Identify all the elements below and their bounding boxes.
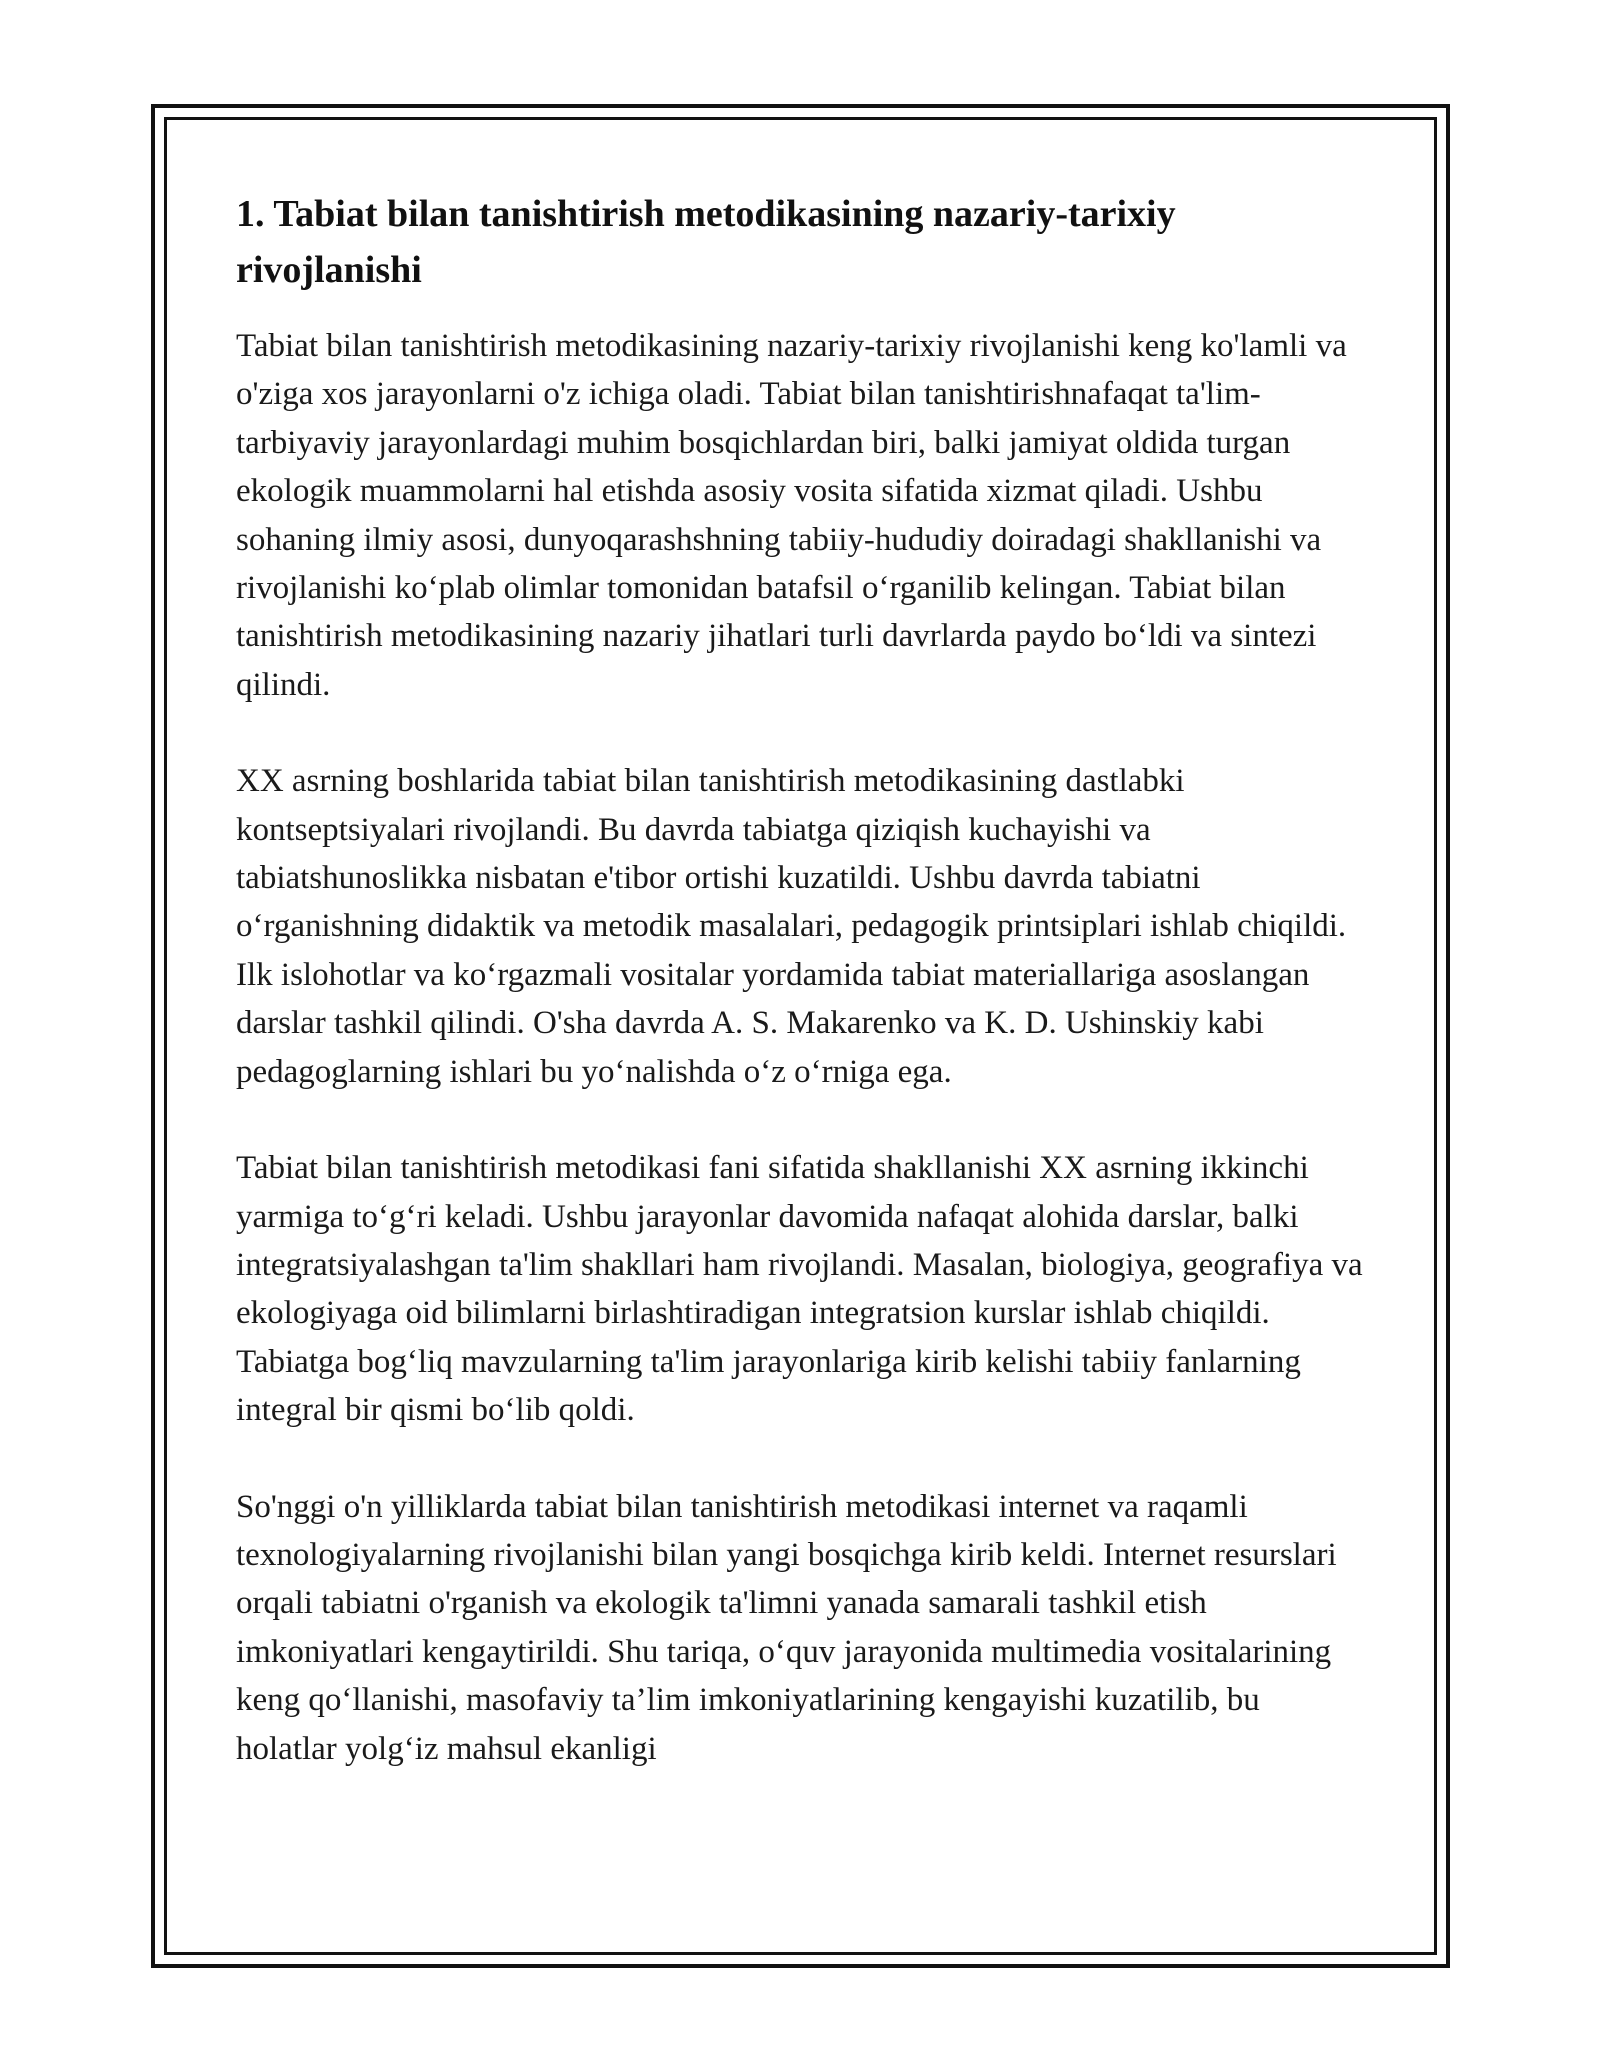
paragraph-3: Tabiat bilan tanishtirish metodikasi fani sifatida shakllanishi XX asrning ikkinchi yarmiga to‘g‘ri keladi. Ushbu jarayonlar davomida nafaqat alohida darslar, balki integratsiyalashgan ta'lim shakllari ham rivojlandi. Masalan, biologiya, geografiya va ekologiyaga oid bilimlarni birlashtiradigan integratsion kurslar ishlab chiqildi. Tabiatga bog‘liq mavzularning ta'lim jarayonlariga kirib kelishi tabiiy fanlarning integral bir qismi bo‘lib qoldi. (236, 1150, 1363, 1429)
section-heading: 1. Tabiat bilan tanishtirish metodikasining nazariy-tarixiy rivojlanishi (236, 193, 1176, 291)
paragraph-2: XX asrning boshlarida tabiat bilan tanishtirish metodikasining dastlabki kontseptsiyalari rivojlandi. Bu davrda tabiatga qiziqish kuchayishi va tabiatshunoslikka nisbatan e'tibor ortishi kuzatildi. Ushbu davrda tabiatni o‘rganishning didaktik va metodik masalalari, pedagogik printsiplari ishlab chiqildi. Ilk islohotlar va ko‘rgazmali vositalar yordamida tabiat materiallariga asoslangan darslar tashkil qilindi. O'sha davrda A. S. Makarenko va K. D. Ushinskiy kabi pedagoglarning ishlari bu yo‘nalishda o‘z o‘rniga ega. (236, 763, 1347, 1090)
paragraph-1: Tabiat bilan tanishtirish metodikasining nazariy-tarixiy rivojlanishi keng ko'lamli va o'ziga xos jarayonlarni o'z ichiga oladi. Tabiat bilan tanishtirishnafaqat ta'lim-tarbiyaviy jarayonlardagi muhim bosqichlardan biri, balki jamiyat oldida turgan ekologik muammolarni hal etishda asosiy vosita sifatida xizmat qiladi. Ushbu sohaning ilmiy asosi, dunyoqarashshning tabiiy-hududiy doiradagi shakllanishi va rivojlanishi ko‘plab olimlar tomonidan batafsil o‘rganilib kelingan. Tabiat bilan tanishtirish metodikasining nazariy jihatlari turli davrlarda paydo bo‘ldi va sintezi qilindi. (236, 328, 1347, 703)
paragraph-4: So'nggi o'n yilliklarda tabiat bilan tanishtirish metodikasi internet va raqamli texnologiyalarning rivojlanishi bilan yangi bosqichga kirib keldi. Internet resurslari orqali tabiatni o'rganish va ekologik ta'limni yanada samarali tashkil etish imkoniyatlari kengaytirildi. Shu tariqa, o‘quv jarayonida multimedia vositalarining keng qo‘llanishi, masofaviy ta’lim imkoniyatlarining kengayishi kuzatilib, bu holatlar yolg‘iz mahsul ekanligi (236, 1488, 1337, 1767)
document-body (236, 186, 1366, 1821)
